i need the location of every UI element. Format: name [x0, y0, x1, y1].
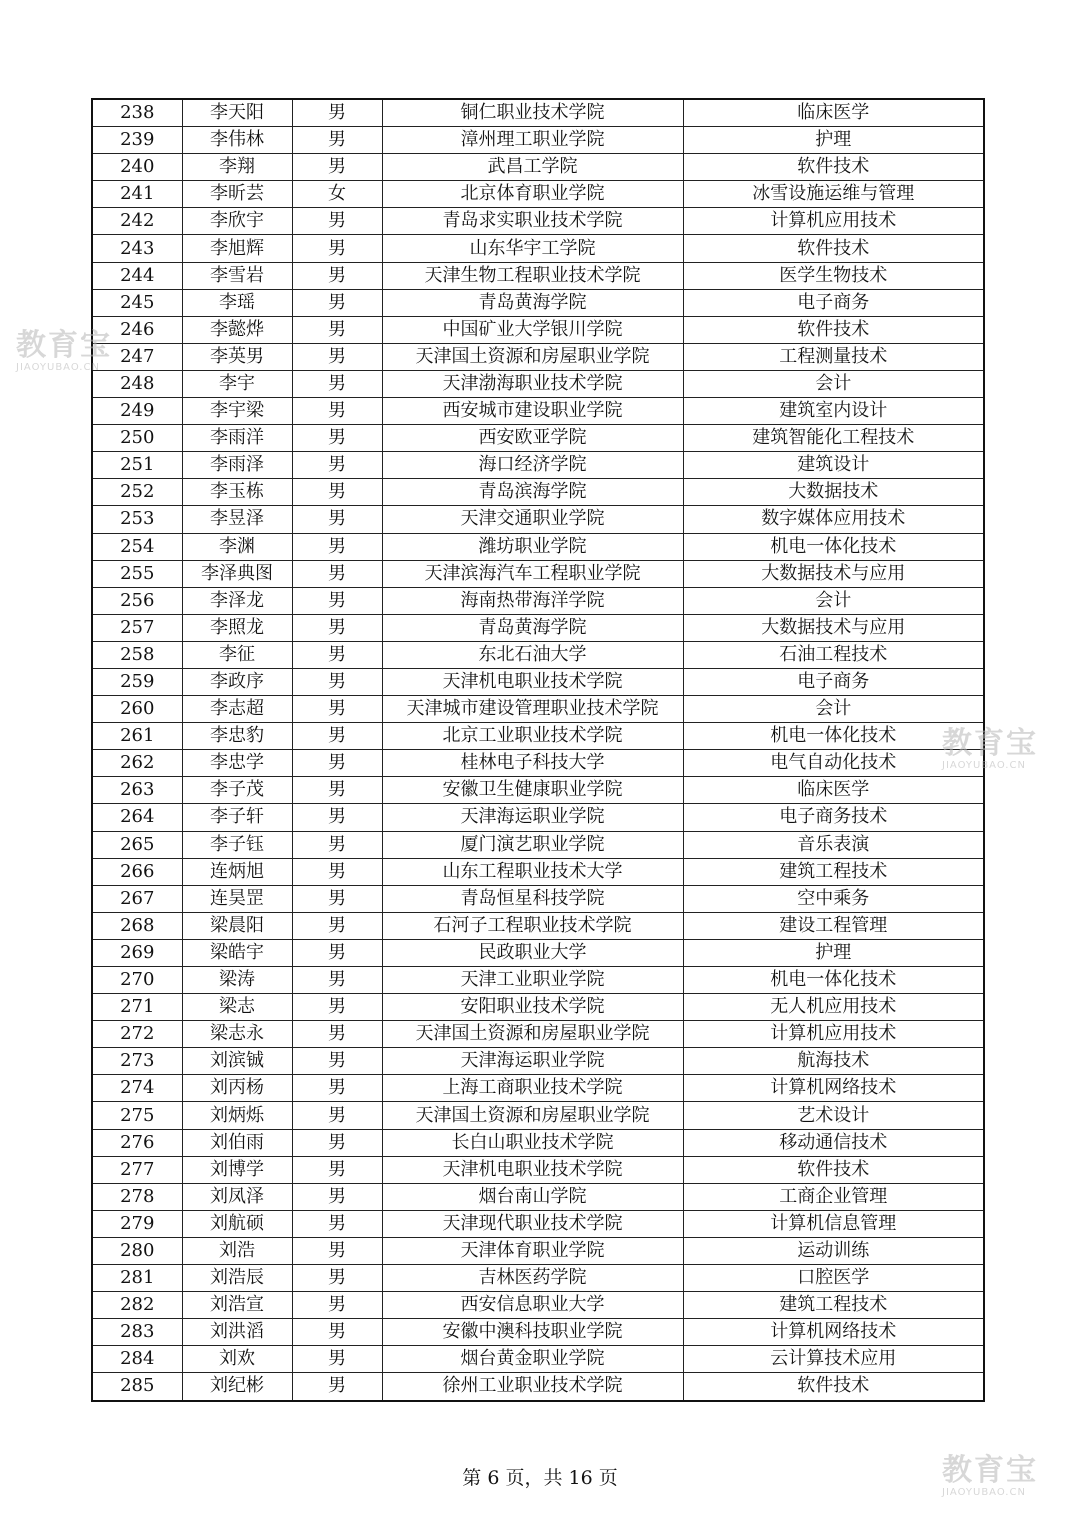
gender-cell: 男: [292, 208, 382, 235]
table-row: [92, 777, 984, 804]
gender-cell: 男: [292, 777, 382, 804]
school-cell: 天津机电职业技术学院: [382, 668, 683, 695]
major-cell: 工商企业管理: [683, 1183, 984, 1210]
name-cell: 刘欢: [182, 1346, 292, 1373]
table-row: [92, 750, 984, 777]
school-cell: 青岛恒星科技学院: [382, 885, 683, 912]
table-row: [92, 343, 984, 370]
name-cell: 刘博学: [182, 1156, 292, 1183]
school-cell: 山东工程职业技术大学: [382, 858, 683, 885]
table-row: [92, 994, 984, 1021]
table-row: [92, 506, 984, 533]
major-cell: 建筑设计: [683, 452, 984, 479]
row-number-cell: 242: [92, 208, 182, 235]
major-cell: 电子商务: [683, 289, 984, 316]
table-row: [92, 1265, 984, 1292]
row-number-cell: 238: [92, 99, 182, 127]
school-cell: 天津交通职业学院: [382, 506, 683, 533]
table-row: [92, 967, 984, 994]
gender-cell: 男: [292, 804, 382, 831]
table-body: [92, 99, 984, 1401]
row-number-cell: 246: [92, 316, 182, 343]
major-cell: 口腔医学: [683, 1265, 984, 1292]
table-row: [92, 452, 984, 479]
school-cell: 桂林电子科技大学: [382, 750, 683, 777]
school-cell: 漳州理工职业学院: [382, 127, 683, 154]
name-cell: 李雪岩: [182, 262, 292, 289]
major-cell: 工程测量技术: [683, 343, 984, 370]
school-cell: 吉林医药学院: [382, 1265, 683, 1292]
table-row: [92, 316, 984, 343]
major-cell: 建筑智能化工程技术: [683, 425, 984, 452]
name-cell: 李昕芸: [182, 181, 292, 208]
name-cell: 刘纪彬: [182, 1373, 292, 1401]
name-cell: 李瑶: [182, 289, 292, 316]
row-number-cell: 250: [92, 425, 182, 452]
name-cell: 李泽典图: [182, 560, 292, 587]
major-cell: 机电一体化技术: [683, 723, 984, 750]
gender-cell: 男: [292, 289, 382, 316]
school-cell: 石河子工程职业技术学院: [382, 912, 683, 939]
gender-cell: 男: [292, 614, 382, 641]
watermark-logo-text: 教育宝: [942, 726, 1038, 761]
gender-cell: 男: [292, 831, 382, 858]
name-cell: 连昊罡: [182, 885, 292, 912]
gender-cell: 男: [292, 235, 382, 262]
table-row: [92, 181, 984, 208]
gender-cell: 女: [292, 181, 382, 208]
row-number-cell: 256: [92, 587, 182, 614]
school-cell: 中国矿业大学银川学院: [382, 316, 683, 343]
name-cell: 李照龙: [182, 614, 292, 641]
gender-cell: 男: [292, 1048, 382, 1075]
row-number-cell: 264: [92, 804, 182, 831]
name-cell: 李子轩: [182, 804, 292, 831]
name-cell: 李宇梁: [182, 398, 292, 425]
name-cell: 李雨泽: [182, 452, 292, 479]
table-row: [92, 912, 984, 939]
gender-cell: 男: [292, 560, 382, 587]
row-number-cell: 284: [92, 1346, 182, 1373]
row-number-cell: 254: [92, 533, 182, 560]
gender-cell: 男: [292, 668, 382, 695]
table-row: [92, 587, 984, 614]
school-cell: 武昌工学院: [382, 154, 683, 181]
school-cell: 厦门演艺职业学院: [382, 831, 683, 858]
row-number-cell: 267: [92, 885, 182, 912]
table-row: [92, 668, 984, 695]
name-cell: 李政序: [182, 668, 292, 695]
name-cell: 梁志: [182, 994, 292, 1021]
table-row: [92, 479, 984, 506]
gender-cell: 男: [292, 370, 382, 397]
gender-cell: 男: [292, 425, 382, 452]
school-cell: 西安欧亚学院: [382, 425, 683, 452]
gender-cell: 男: [292, 316, 382, 343]
gender-cell: 男: [292, 1346, 382, 1373]
gender-cell: 男: [292, 1129, 382, 1156]
gender-cell: 男: [292, 479, 382, 506]
gender-cell: 男: [292, 967, 382, 994]
gender-cell: 男: [292, 994, 382, 1021]
major-cell: 建设工程管理: [683, 912, 984, 939]
row-number-cell: 280: [92, 1237, 182, 1264]
table-row: [92, 370, 984, 397]
name-cell: 刘滨铖: [182, 1048, 292, 1075]
major-cell: 电子商务: [683, 668, 984, 695]
gender-cell: 男: [292, 750, 382, 777]
school-cell: 青岛黄海学院: [382, 289, 683, 316]
table-row: [92, 1292, 984, 1319]
school-cell: 民政职业大学: [382, 939, 683, 966]
major-cell: 医学生物技术: [683, 262, 984, 289]
gender-cell: 男: [292, 885, 382, 912]
name-cell: 刘浩: [182, 1237, 292, 1264]
gender-cell: 男: [292, 858, 382, 885]
school-cell: 徐州工业职业技术学院: [382, 1373, 683, 1401]
major-cell: 石油工程技术: [683, 641, 984, 668]
name-cell: 连炳旭: [182, 858, 292, 885]
school-cell: 烟台黄金职业学院: [382, 1346, 683, 1373]
row-number-cell: 276: [92, 1129, 182, 1156]
row-number-cell: 269: [92, 939, 182, 966]
row-number-cell: 266: [92, 858, 182, 885]
school-cell: 青岛黄海学院: [382, 614, 683, 641]
major-cell: 护理: [683, 127, 984, 154]
table-row: [92, 696, 984, 723]
table-row: [92, 1237, 984, 1264]
table-row: [92, 1021, 984, 1048]
gender-cell: 男: [292, 1373, 382, 1401]
row-number-cell: 252: [92, 479, 182, 506]
gender-cell: 男: [292, 1021, 382, 1048]
school-cell: 烟台南山学院: [382, 1183, 683, 1210]
watermark-logo-text: 教育宝: [16, 328, 112, 363]
row-number-cell: 273: [92, 1048, 182, 1075]
table-row: [92, 804, 984, 831]
row-number-cell: 249: [92, 398, 182, 425]
gender-cell: 男: [292, 1319, 382, 1346]
name-cell: 刘丙杨: [182, 1075, 292, 1102]
major-cell: 软件技术: [683, 1373, 984, 1401]
row-number-cell: 239: [92, 127, 182, 154]
major-cell: 计算机应用技术: [683, 1021, 984, 1048]
gender-cell: 男: [292, 696, 382, 723]
table-row: [92, 1346, 984, 1373]
major-cell: 计算机信息管理: [683, 1210, 984, 1237]
row-number-cell: 260: [92, 696, 182, 723]
student-table: [91, 98, 985, 1402]
gender-cell: 男: [292, 1237, 382, 1264]
row-number-cell: 282: [92, 1292, 182, 1319]
table-row: [92, 1075, 984, 1102]
name-cell: 李子茂: [182, 777, 292, 804]
row-number-cell: 258: [92, 641, 182, 668]
table-row: [92, 1102, 984, 1129]
name-cell: 刘浩辰: [182, 1265, 292, 1292]
major-cell: 冰雪设施运维与管理: [683, 181, 984, 208]
school-cell: 天津国土资源和房屋职业学院: [382, 343, 683, 370]
name-cell: 李渊: [182, 533, 292, 560]
row-number-cell: 270: [92, 967, 182, 994]
major-cell: 空中乘务: [683, 885, 984, 912]
school-cell: 海南热带海洋学院: [382, 587, 683, 614]
table-row: [92, 1319, 984, 1346]
school-cell: 天津滨海汽车工程职业学院: [382, 560, 683, 587]
name-cell: 李志超: [182, 696, 292, 723]
table-row: [92, 1373, 984, 1401]
table-row: [92, 939, 984, 966]
name-cell: 李旭辉: [182, 235, 292, 262]
major-cell: 云计算技术应用: [683, 1346, 984, 1373]
row-number-cell: 277: [92, 1156, 182, 1183]
gender-cell: 男: [292, 1102, 382, 1129]
name-cell: 李玉栋: [182, 479, 292, 506]
watermark-url-text: JIAOYUBAO.CN: [942, 1487, 1026, 1498]
row-number-cell: 243: [92, 235, 182, 262]
row-number-cell: 248: [92, 370, 182, 397]
row-number-cell: 279: [92, 1210, 182, 1237]
table-row: [92, 1183, 984, 1210]
table-row: [92, 533, 984, 560]
table-row: [92, 723, 984, 750]
table-row: [92, 1156, 984, 1183]
major-cell: 软件技术: [683, 1156, 984, 1183]
table-row: [92, 1129, 984, 1156]
table-row: [92, 289, 984, 316]
name-cell: 李英男: [182, 343, 292, 370]
row-number-cell: 241: [92, 181, 182, 208]
school-cell: 安徽中澳科技职业学院: [382, 1319, 683, 1346]
row-number-cell: 283: [92, 1319, 182, 1346]
watermark-logo-text: 教育宝: [942, 1453, 1038, 1488]
major-cell: 电子商务技术: [683, 804, 984, 831]
school-cell: 西安信息职业大学: [382, 1292, 683, 1319]
name-cell: 李天阳: [182, 99, 292, 127]
name-cell: 梁皓宇: [182, 939, 292, 966]
school-cell: 长白山职业技术学院: [382, 1129, 683, 1156]
table-row: [92, 425, 984, 452]
gender-cell: 男: [292, 398, 382, 425]
school-cell: 海口经济学院: [382, 452, 683, 479]
name-cell: 李雨洋: [182, 425, 292, 452]
school-cell: 天津国土资源和房屋职业学院: [382, 1021, 683, 1048]
school-cell: 山东华宇工学院: [382, 235, 683, 262]
school-cell: 西安城市建设职业学院: [382, 398, 683, 425]
gender-cell: 男: [292, 1156, 382, 1183]
major-cell: 机电一体化技术: [683, 533, 984, 560]
major-cell: 航海技术: [683, 1048, 984, 1075]
table-row: [92, 127, 984, 154]
row-number-cell: 245: [92, 289, 182, 316]
school-cell: 安阳职业技术学院: [382, 994, 683, 1021]
gender-cell: 男: [292, 1292, 382, 1319]
school-cell: 潍坊职业学院: [382, 533, 683, 560]
name-cell: 李忠学: [182, 750, 292, 777]
major-cell: 会计: [683, 370, 984, 397]
major-cell: 移动通信技术: [683, 1129, 984, 1156]
school-cell: 安徽卫生健康职业学院: [382, 777, 683, 804]
gender-cell: 男: [292, 723, 382, 750]
name-cell: 李忠豹: [182, 723, 292, 750]
school-cell: 北京体育职业学院: [382, 181, 683, 208]
name-cell: 刘炳烁: [182, 1102, 292, 1129]
table-row: [92, 641, 984, 668]
school-cell: 天津工业职业学院: [382, 967, 683, 994]
major-cell: 电气自动化技术: [683, 750, 984, 777]
name-cell: 刘航硕: [182, 1210, 292, 1237]
row-number-cell: 253: [92, 506, 182, 533]
school-cell: 东北石油大学: [382, 641, 683, 668]
table-row: [92, 831, 984, 858]
table-row: [92, 560, 984, 587]
table-row: [92, 1210, 984, 1237]
name-cell: 李懿烨: [182, 316, 292, 343]
table-row: [92, 858, 984, 885]
row-number-cell: 272: [92, 1021, 182, 1048]
school-cell: 铜仁职业技术学院: [382, 99, 683, 127]
row-number-cell: 247: [92, 343, 182, 370]
row-number-cell: 259: [92, 668, 182, 695]
table-row: [92, 885, 984, 912]
name-cell: 李昱泽: [182, 506, 292, 533]
row-number-cell: 268: [92, 912, 182, 939]
table-row: [92, 99, 984, 127]
name-cell: 李征: [182, 641, 292, 668]
major-cell: 大数据技术与应用: [683, 560, 984, 587]
name-cell: 李宇: [182, 370, 292, 397]
gender-cell: 男: [292, 1265, 382, 1292]
name-cell: 李伟林: [182, 127, 292, 154]
table-row: [92, 235, 984, 262]
major-cell: 音乐表演: [683, 831, 984, 858]
gender-cell: 男: [292, 154, 382, 181]
school-cell: 天津海运职业学院: [382, 1048, 683, 1075]
major-cell: 艺术设计: [683, 1102, 984, 1129]
row-number-cell: 255: [92, 560, 182, 587]
school-cell: 天津渤海职业技术学院: [382, 370, 683, 397]
school-cell: 天津生物工程职业技术学院: [382, 262, 683, 289]
name-cell: 李翔: [182, 154, 292, 181]
major-cell: 大数据技术与应用: [683, 614, 984, 641]
row-number-cell: 265: [92, 831, 182, 858]
table-row: [92, 614, 984, 641]
row-number-cell: 263: [92, 777, 182, 804]
table-row: [92, 1048, 984, 1075]
name-cell: 李泽龙: [182, 587, 292, 614]
gender-cell: 男: [292, 343, 382, 370]
major-cell: 软件技术: [683, 316, 984, 343]
school-cell: 天津城市建设管理职业技术学院: [382, 696, 683, 723]
name-cell: 梁涛: [182, 967, 292, 994]
school-cell: 上海工商职业技术学院: [382, 1075, 683, 1102]
row-number-cell: 251: [92, 452, 182, 479]
gender-cell: 男: [292, 1183, 382, 1210]
row-number-cell: 275: [92, 1102, 182, 1129]
gender-cell: 男: [292, 127, 382, 154]
school-cell: 青岛滨海学院: [382, 479, 683, 506]
major-cell: 建筑工程技术: [683, 1292, 984, 1319]
row-number-cell: 285: [92, 1373, 182, 1401]
school-cell: 天津现代职业技术学院: [382, 1210, 683, 1237]
gender-cell: 男: [292, 506, 382, 533]
page-footer: 第 6 页，共 16 页: [462, 1467, 618, 1489]
major-cell: 会计: [683, 696, 984, 723]
major-cell: 大数据技术: [683, 479, 984, 506]
school-cell: 青岛求实职业技术学院: [382, 208, 683, 235]
gender-cell: 男: [292, 939, 382, 966]
row-number-cell: 261: [92, 723, 182, 750]
gender-cell: 男: [292, 99, 382, 127]
gender-cell: 男: [292, 452, 382, 479]
name-cell: 李欣宇: [182, 208, 292, 235]
major-cell: 机电一体化技术: [683, 967, 984, 994]
major-cell: 建筑室内设计: [683, 398, 984, 425]
row-number-cell: 274: [92, 1075, 182, 1102]
school-cell: 天津体育职业学院: [382, 1237, 683, 1264]
name-cell: 李子钰: [182, 831, 292, 858]
gender-cell: 男: [292, 1075, 382, 1102]
school-cell: 天津国土资源和房屋职业学院: [382, 1102, 683, 1129]
gender-cell: 男: [292, 533, 382, 560]
major-cell: 计算机网络技术: [683, 1319, 984, 1346]
name-cell: 刘凤泽: [182, 1183, 292, 1210]
name-cell: 刘洪滔: [182, 1319, 292, 1346]
table-row: [92, 208, 984, 235]
major-cell: 软件技术: [683, 235, 984, 262]
row-number-cell: 257: [92, 614, 182, 641]
table-row: [92, 398, 984, 425]
watermark-url-text: JIAOYUBAO.CN: [942, 760, 1026, 771]
major-cell: 计算机网络技术: [683, 1075, 984, 1102]
major-cell: 临床医学: [683, 99, 984, 127]
gender-cell: 男: [292, 262, 382, 289]
major-cell: 会计: [683, 587, 984, 614]
gender-cell: 男: [292, 912, 382, 939]
school-cell: 北京工业职业技术学院: [382, 723, 683, 750]
major-cell: 软件技术: [683, 154, 984, 181]
table-row: [92, 262, 984, 289]
row-number-cell: 244: [92, 262, 182, 289]
major-cell: 运动训练: [683, 1237, 984, 1264]
major-cell: 临床医学: [683, 777, 984, 804]
major-cell: 建筑工程技术: [683, 858, 984, 885]
major-cell: 护理: [683, 939, 984, 966]
major-cell: 数字媒体应用技术: [683, 506, 984, 533]
table-row: [92, 154, 984, 181]
major-cell: 计算机应用技术: [683, 208, 984, 235]
major-cell: 无人机应用技术: [683, 994, 984, 1021]
row-number-cell: 278: [92, 1183, 182, 1210]
name-cell: 刘伯雨: [182, 1129, 292, 1156]
row-number-cell: 281: [92, 1265, 182, 1292]
row-number-cell: 271: [92, 994, 182, 1021]
row-number-cell: 240: [92, 154, 182, 181]
watermark-url-text: JIAOYUBAO.CN: [16, 362, 100, 373]
row-number-cell: 262: [92, 750, 182, 777]
gender-cell: 男: [292, 1210, 382, 1237]
school-cell: 天津机电职业技术学院: [382, 1156, 683, 1183]
school-cell: 天津海运职业学院: [382, 804, 683, 831]
gender-cell: 男: [292, 587, 382, 614]
name-cell: 刘浩宣: [182, 1292, 292, 1319]
name-cell: 梁晨阳: [182, 912, 292, 939]
name-cell: 梁志永: [182, 1021, 292, 1048]
gender-cell: 男: [292, 641, 382, 668]
